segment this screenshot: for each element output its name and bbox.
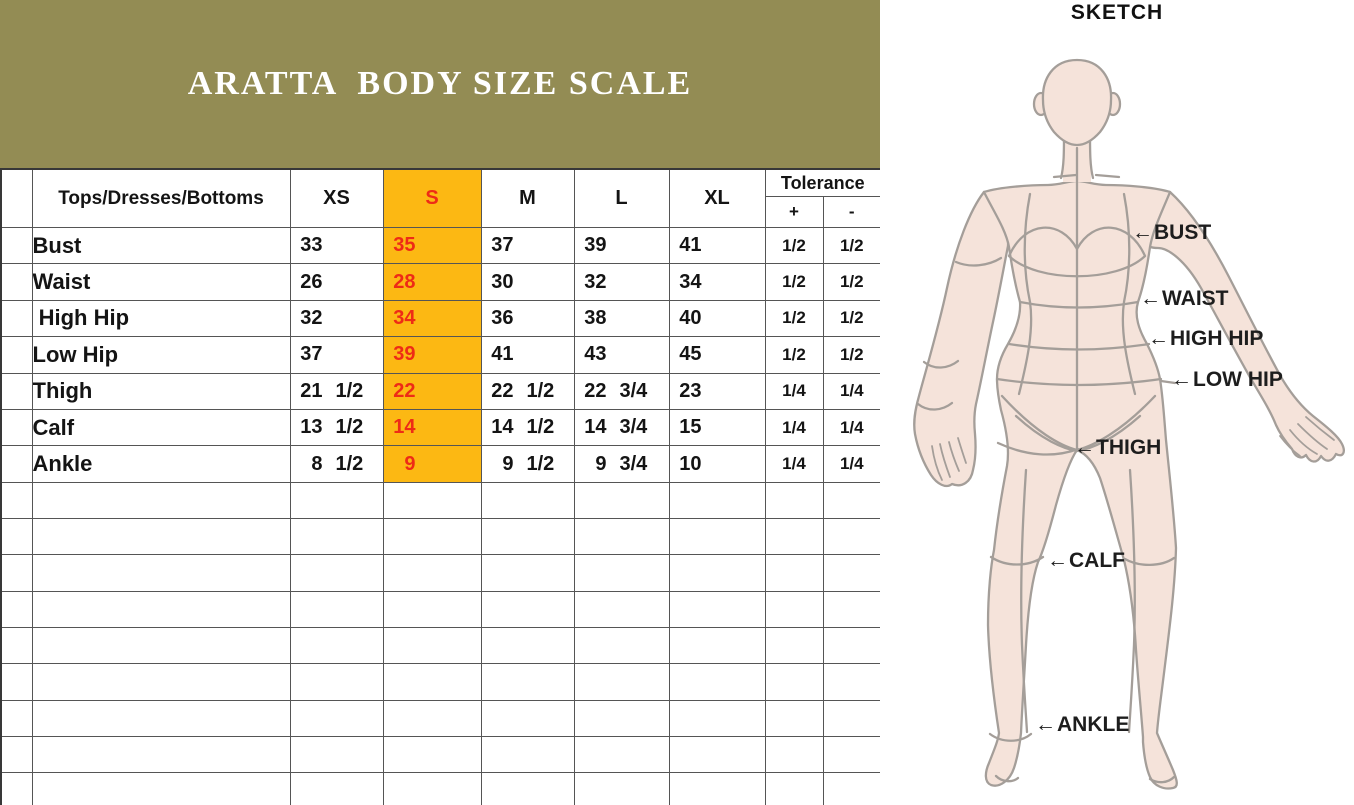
row-edge-cell (1, 409, 32, 445)
sketch-title: SKETCH (1070, 1, 1164, 24)
row-edge-cell (1, 337, 32, 373)
header-xl: XL (669, 169, 765, 228)
tolerance-plus: 1/2 (765, 228, 823, 264)
value-l: 39 (574, 228, 669, 264)
tolerance-minus: 1/2 (823, 264, 881, 300)
row-label: High Hip (32, 300, 290, 336)
tolerance-minus: 1/2 (823, 337, 881, 373)
body-sketch-figure (880, 0, 1354, 805)
empty-row (1, 591, 881, 627)
label-text: THIGH (1096, 436, 1162, 459)
label-text: CALF (1069, 549, 1125, 572)
value-xl: 45 (669, 337, 765, 373)
row-edge-cell (1, 446, 32, 482)
value-xs: 26 (290, 264, 383, 300)
tolerance-plus: 1/4 (765, 409, 823, 445)
tolerance-plus: 1/2 (765, 264, 823, 300)
left-arrow-icon: ← (1148, 327, 1169, 350)
empty-row (1, 627, 881, 663)
label-text: BUST (1154, 221, 1212, 244)
header-tolerance: Tolerance (765, 169, 881, 197)
value-s: 35 (383, 228, 481, 264)
header-tolerance-minus: - (823, 197, 881, 228)
label-thigh (1074, 436, 1161, 460)
label-ankle (1035, 713, 1129, 737)
header-s: S (383, 169, 481, 228)
empty-row (1, 700, 881, 736)
tolerance-plus: 1/4 (765, 446, 823, 482)
table-row-calf (1, 409, 881, 445)
value-l: 22 3/4 (574, 373, 669, 409)
table-row-bust (1, 228, 881, 264)
value-s: 22 (383, 373, 481, 409)
value-m: 9 1/2 (481, 446, 574, 482)
value-xl: 10 (669, 446, 765, 482)
value-xl: 34 (669, 264, 765, 300)
tolerance-minus: 1/2 (823, 228, 881, 264)
tolerance-minus: 1/2 (823, 300, 881, 336)
value-m: 14 1/2 (481, 409, 574, 445)
value-s: 28 (383, 264, 481, 300)
header-l: L (574, 169, 669, 228)
row-edge-cell (1, 228, 32, 264)
tolerance-minus: 1/4 (823, 446, 881, 482)
value-m: 41 (481, 337, 574, 373)
value-l: 9 3/4 (574, 446, 669, 482)
label-text: LOW HIP (1193, 368, 1283, 391)
value-xl: 40 (669, 300, 765, 336)
tolerance-minus: 1/4 (823, 373, 881, 409)
label-low-hip (1171, 368, 1283, 392)
value-m: 37 (481, 228, 574, 264)
empty-row (1, 482, 881, 518)
empty-row (1, 555, 881, 591)
tolerance-plus: 1/4 (765, 373, 823, 409)
left-arm (914, 192, 1008, 486)
table-row-ankle (1, 446, 881, 482)
row-edge-cell (1, 264, 32, 300)
value-m: 30 (481, 264, 574, 300)
value-xs: 21 1/2 (290, 373, 383, 409)
corner-cell (1, 169, 32, 228)
table-row-high-hip (1, 300, 881, 336)
header-row-1 (1, 169, 881, 197)
label-calf (1047, 549, 1125, 573)
value-xs: 32 (290, 300, 383, 336)
tolerance-plus: 1/2 (765, 337, 823, 373)
size-table (0, 168, 882, 805)
left-arrow-icon: ← (1074, 436, 1095, 459)
title-banner (0, 0, 880, 168)
left-arrow-icon: ← (1035, 713, 1056, 736)
value-xl: 23 (669, 373, 765, 409)
row-label: Ankle (32, 446, 290, 482)
value-l: 38 (574, 300, 669, 336)
value-xs: 37 (290, 337, 383, 373)
header-m: M (481, 169, 574, 228)
label-bust (1132, 221, 1211, 245)
sketch-panel (880, 0, 1354, 805)
row-label: Thigh (32, 373, 290, 409)
left-arrow-icon: ← (1140, 287, 1161, 310)
left-arrow-icon: ← (1171, 368, 1192, 391)
value-xl: 15 (669, 409, 765, 445)
row-label: Calf (32, 409, 290, 445)
value-xs: 8 1/2 (290, 446, 383, 482)
tolerance-minus: 1/4 (823, 409, 881, 445)
table-row-waist (1, 264, 881, 300)
row-edge-cell (1, 300, 32, 336)
torso-and-legs (984, 181, 1177, 789)
label-high-hip (1148, 327, 1263, 351)
empty-row (1, 736, 881, 772)
row-label: Waist (32, 264, 290, 300)
row-label: Bust (32, 228, 290, 264)
page-title: ARATTA BODY SIZE SCALE (187, 65, 693, 102)
value-l: 14 3/4 (574, 409, 669, 445)
label-waist (1140, 287, 1229, 311)
label-text: HIGH HIP (1170, 327, 1264, 350)
value-s: 39 (383, 337, 481, 373)
empty-row (1, 519, 881, 555)
value-xl: 41 (669, 228, 765, 264)
value-l: 43 (574, 337, 669, 373)
table-row-thigh (1, 373, 881, 409)
value-l: 32 (574, 264, 669, 300)
table-row-low-hip (1, 337, 881, 373)
left-arrow-icon: ← (1132, 221, 1153, 244)
empty-row (1, 664, 881, 700)
row-edge-cell (1, 373, 32, 409)
value-s: 9 (383, 446, 481, 482)
header-tolerance-plus: + (765, 197, 823, 228)
value-m: 22 1/2 (481, 373, 574, 409)
tolerance-plus: 1/2 (765, 300, 823, 336)
head (1043, 60, 1111, 145)
row-label: Low Hip (32, 337, 290, 373)
value-m: 36 (481, 300, 574, 336)
value-s: 14 (383, 409, 481, 445)
left-arrow-icon: ← (1047, 549, 1068, 572)
value-s: 34 (383, 300, 481, 336)
label-text: WAIST (1162, 287, 1229, 310)
value-xs: 33 (290, 228, 383, 264)
label-text: ANKLE (1057, 713, 1130, 736)
empty-row (1, 773, 881, 805)
header-category: Tops/Dresses/Bottoms (32, 169, 290, 228)
header-xs: XS (290, 169, 383, 228)
value-xs: 13 1/2 (290, 409, 383, 445)
